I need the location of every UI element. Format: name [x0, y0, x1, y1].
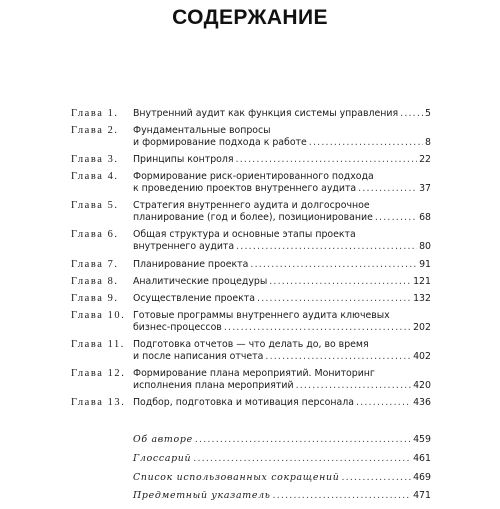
chapter-title [133, 154, 431, 166]
chapter-title-line: Подготовка отчетов — что делать до, во время [133, 338, 369, 350]
extra-title: Глоссарий [133, 452, 192, 464]
toc-entry[interactable] [71, 259, 431, 271]
chapter-title [133, 229, 431, 253]
page-title: СОДЕРЖАНИЕ [172, 6, 328, 29]
chapter-number: Глава 10. [71, 309, 126, 321]
page-number: 91 [419, 258, 431, 270]
chapter-title [133, 339, 431, 363]
chapter-title-line: Формирование риск-ориентированного подхода [133, 171, 374, 183]
chapter-title-last-line [133, 212, 431, 224]
chapter-title-text: Аналитические процедуры [133, 275, 268, 287]
page-number: 420 [413, 380, 431, 392]
chapter-title-last-line [133, 293, 431, 305]
chapter-number: Глава 8. [71, 275, 119, 287]
page-number: 461 [413, 452, 431, 464]
toc-entry[interactable] [71, 293, 431, 305]
page-number: 402 [413, 350, 431, 362]
page-number: 132 [413, 292, 431, 304]
chapter-title [133, 310, 431, 334]
chapter-number: Глава 13. [71, 397, 126, 409]
dot-leader [193, 453, 411, 465]
toc-entry[interactable] [71, 125, 431, 149]
page-number: 8 [425, 137, 431, 149]
chapter-title [133, 125, 431, 149]
page-number: 471 [413, 490, 431, 502]
chapter-title [133, 171, 431, 195]
chapter-title [133, 397, 431, 409]
chapter-number: Глава 5. [71, 200, 119, 212]
chapter-title-last-line [133, 259, 431, 271]
chapter-title-text: Осуществление проекта [133, 292, 256, 304]
toc-chapters [71, 108, 431, 414]
chapter-title-text: Внутренний аудит как функция системы управления [133, 108, 399, 119]
chapter-title-last-line [133, 241, 431, 253]
chapter-title-text: Подбор, подготовка и мотивация персонала [133, 397, 354, 409]
chapter-number: Глава 6. [71, 229, 119, 241]
dot-leader [358, 183, 417, 195]
dot-leader [195, 434, 411, 446]
chapter-title-line: Формирование плана мероприятий. Мониторинг [133, 368, 375, 380]
chapter-number: Глава 7. [71, 258, 119, 270]
dot-leader [273, 490, 412, 502]
toc-extra-entry[interactable] [133, 434, 431, 446]
extra-title: Предметный указатель [133, 490, 271, 502]
chapter-title-line: Стратегия внутреннего аудита и долгосрочное [133, 200, 370, 212]
chapter-title-text: бизнес-процессов [133, 321, 222, 333]
chapter-title [133, 200, 431, 224]
chapter-title-line: Общая структура и основные этапы проекта [133, 229, 356, 241]
toc-back-matter [133, 434, 431, 509]
chapter-title-text: и формирование подхода к работе [133, 137, 307, 149]
dot-leader [236, 154, 418, 166]
chapter-title-text: Принципы контроля [133, 154, 234, 166]
chapter-title-text: исполнения плана мероприятий [133, 380, 294, 392]
chapter-title-last-line [133, 380, 431, 392]
chapter-number: Глава 2. [71, 125, 119, 137]
chapter-title-last-line [133, 322, 431, 334]
chapter-number: Глава 1. [71, 108, 119, 119]
chapter-title-line: Фундаментальные вопросы [133, 125, 271, 137]
page-number: 436 [413, 397, 431, 409]
toc-entry[interactable] [71, 339, 431, 363]
chapter-title-text: и после написания отчета [133, 350, 264, 362]
chapter-title-last-line [133, 183, 431, 195]
chapter-title-last-line [133, 137, 431, 149]
toc-extra-entry[interactable] [133, 472, 431, 484]
toc-entry[interactable] [71, 154, 431, 166]
page-number: 68 [419, 212, 431, 224]
dot-leader [400, 108, 423, 120]
dot-leader [257, 293, 411, 305]
page-number: 37 [419, 183, 431, 195]
chapter-number: Глава 3. [71, 154, 119, 166]
page-number: 459 [413, 434, 431, 445]
dot-leader [269, 276, 411, 288]
chapter-title [133, 293, 431, 305]
chapter-title-text: Планирование проекта [133, 258, 249, 270]
chapter-title [133, 276, 431, 288]
toc-entry[interactable] [71, 276, 431, 288]
chapter-title [133, 108, 431, 120]
dot-leader [296, 380, 412, 392]
dot-leader [224, 322, 411, 334]
toc-entry[interactable] [71, 397, 431, 409]
chapter-title-line: Готовые программы внутреннего аудита ключевых [133, 309, 390, 321]
extra-title: Об авторе [133, 434, 193, 445]
chapter-title-text: внутреннего аудита [133, 241, 235, 253]
page-number: 202 [413, 321, 431, 333]
chapter-title-text: планирование (год и более), позиционирование [133, 212, 373, 224]
dot-leader [356, 397, 411, 409]
page-number: 80 [419, 241, 431, 253]
extra-title: Список использованных сокращений [133, 471, 340, 483]
chapter-number: Глава 11. [71, 338, 126, 350]
dot-leader [250, 259, 417, 271]
chapter-title-last-line [133, 154, 431, 166]
toc-entry[interactable] [71, 368, 431, 392]
toc-entry[interactable] [71, 200, 431, 224]
page-number: 22 [419, 154, 431, 166]
chapter-title-last-line [133, 351, 431, 363]
toc-entry[interactable] [71, 108, 431, 120]
dot-leader [265, 351, 411, 363]
dot-leader [236, 241, 417, 253]
page-number: 5 [425, 108, 431, 119]
toc-extra-entry[interactable] [133, 490, 431, 502]
dot-leader [375, 212, 417, 224]
page-number: 121 [413, 275, 431, 287]
toc-extra-entry[interactable] [133, 453, 431, 465]
dot-leader [342, 472, 412, 484]
chapter-title-last-line [133, 276, 431, 288]
chapter-number: Глава 4. [71, 171, 119, 183]
toc-entry[interactable] [71, 310, 431, 334]
page-number: 469 [413, 471, 431, 483]
chapter-title [133, 259, 431, 271]
dot-leader [309, 137, 423, 149]
chapter-number: Глава 9. [71, 292, 119, 304]
chapter-title [133, 368, 431, 392]
chapter-title-text: к проведению проектов внутреннего аудита [133, 183, 357, 195]
chapter-number: Глава 12. [71, 368, 126, 380]
toc-entry[interactable] [71, 171, 431, 195]
chapter-title-last-line [133, 108, 431, 120]
chapter-title-last-line [133, 397, 431, 409]
toc-entry[interactable] [71, 229, 431, 253]
